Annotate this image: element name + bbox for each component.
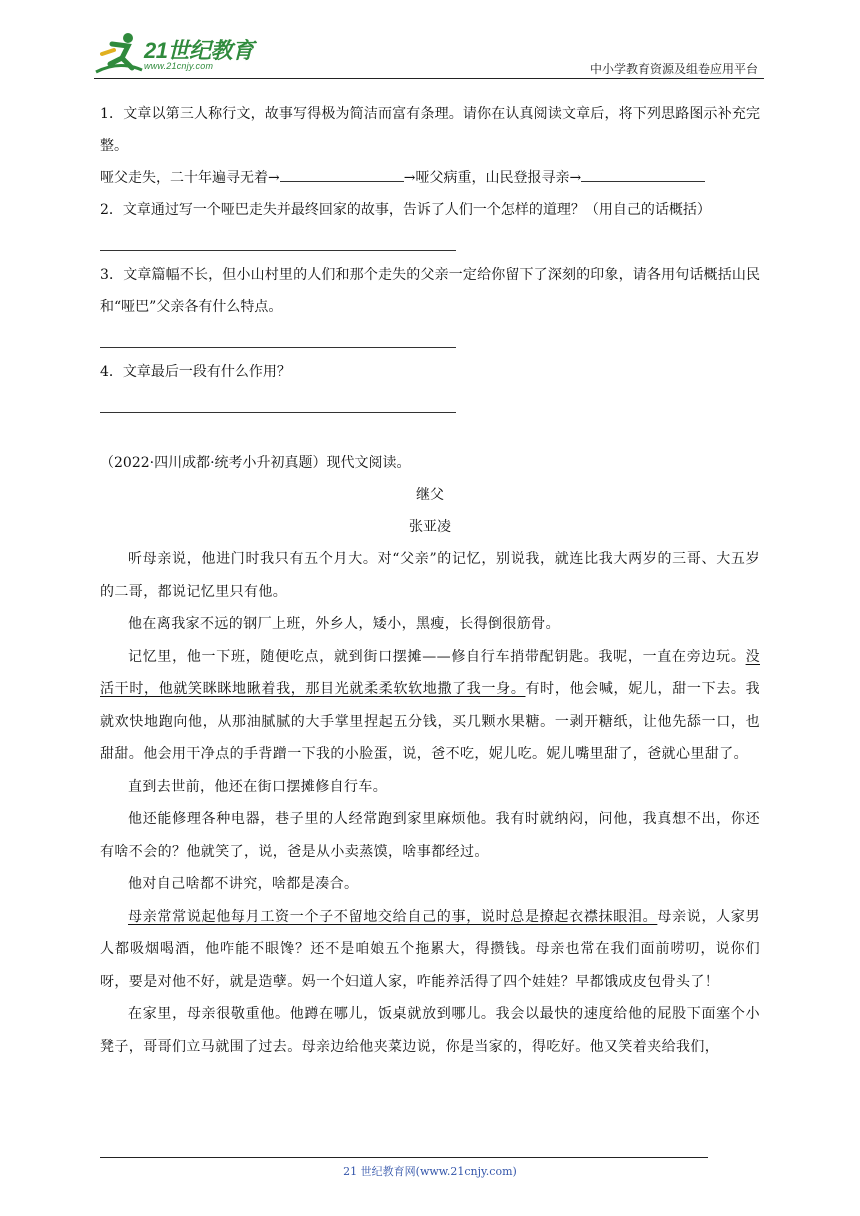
page-footer: 21 世纪教育网(www.21cnjy.com): [343, 1165, 517, 1178]
header-divider: [94, 78, 764, 79]
paragraph-6: 他对自己啥都不讲究，啥都是凑合。: [128, 876, 359, 892]
answer-blank-2[interactable]: [581, 167, 705, 182]
page-header: [94, 30, 764, 82]
paragraph-1: 听母亲说，他进门时我只有五个月大。对“父亲”的记忆，别说我，就连比我大两岁的三哥、大五岁的二哥，都说记忆里只有他。: [100, 551, 760, 600]
answer-line-4[interactable]: [100, 388, 456, 413]
answer-blank-1[interactable]: [280, 167, 404, 182]
paragraph-2: 他在离我家不远的钢厂上班，外乡人，矮小，黑瘦，长得倒很筋骨。: [128, 616, 560, 632]
question-2: 2．文章通过写一个哑巴走失并最终回家的故事，告诉了人们一个怎样的道理？（用自己的话概括）: [100, 202, 711, 218]
document-body: [100, 98, 760, 1063]
paragraph-3-text-a: 记忆里，他一下班，随便吃点，就到街口摆摊——修自行车捎带配钥匙。我呢，一直在旁边玩。: [128, 648, 746, 665]
paragraph-4: 直到去世前，他还在街口摆摊修自行车。: [128, 778, 388, 795]
question-1: 1．文章以第三人称行文，故事写得极为简洁而富有条理。请你在认真阅读文章后，将下列思路图示补充完整。: [100, 106, 760, 154]
question-3: 3．文章篇幅不长，但小山村里的人们和那个走失的父亲一定给你留下了深刻的印象，请各用句话概括山民和“哑巴”父亲各有什么特点。: [100, 267, 760, 315]
runner-logo-icon: [94, 30, 144, 76]
footer-divider: [100, 1157, 708, 1158]
platform-title: 中小学教育资源及组卷应用平台: [589, 62, 758, 76]
paragraph-3: [100, 641, 760, 771]
paragraph-5: 他还能修理各种电器，巷子里的人经常跑到家里麻烦他。我有时就纳闷，问他，我真想不出，你还有啥不会的？他就笑了，说，爸是从小卖蒸馍，啥事都经过。: [100, 811, 760, 860]
logo-url-text: www.21cnjy.com: [144, 61, 214, 71]
underlined-sentence-2: 母亲常常说起他每月工资一个子不留地交给自己的事，说时总是撩起衣襟抹眼泪。: [128, 908, 658, 925]
paragraph-7-text: 母亲说，人家男人都吸烟喝酒，他咋能不眼馋？还不是咱娘五个拖累大，得攒钱。母亲也常在我们面前唠叨，说你们呀，要是对他不好，就是造孽。妈一个妇道人家，咋能养活得了四个娃娃？早都饿成皮包骨头了！: [100, 908, 760, 990]
logo: [94, 30, 254, 76]
answer-line-2[interactable]: [100, 226, 456, 251]
underlined-sentence-1: 没活干时，他就笑眯眯地瞅着我，那目光就柔柔软软地撒了我一身。: [100, 648, 760, 697]
answer-line-3[interactable]: [100, 323, 456, 348]
paragraph-7: [100, 901, 760, 999]
flow-step-2: →哑父病重，山民登报寻亲→: [403, 170, 582, 186]
question-4: 4．文章最后一段有什么作用？: [100, 364, 291, 380]
section-source: （2022·四川成都·统考小升初真题）现代文阅读。: [100, 455, 411, 471]
paragraph-3-text-b: 有时，他会喊，妮儿，甜一下去。我就欢快地跑向他，从那油腻腻的大手掌里捏起五分钱，买几颗水果糖。一剥开糖纸，让他先舔一口，也甜甜。他会用干净点的手背蹭一下我的小脸蛋，说，爸不吃，妮儿吃。妮儿嘴里甜了，爸就心里甜了。: [100, 681, 760, 762]
question-1-flow: [100, 162, 760, 194]
paragraph-8: 在家里，母亲很敬重他。他蹲在哪儿，饭桌就放到哪儿。我会以最快的速度给他的屁股下面塞个小凳子，哥哥们立马就围了过去。母亲边给他夹菜边说，你是当家的，得吃好。他又笑着夹给我们，: [100, 1006, 760, 1055]
flow-step-1: 哑父走失，二十年遍寻无着→: [100, 170, 280, 186]
article-author: 张亚凌: [409, 519, 451, 535]
article-title: 继父: [416, 487, 444, 503]
logo-brand-text: 21世纪教育: [144, 38, 254, 63]
